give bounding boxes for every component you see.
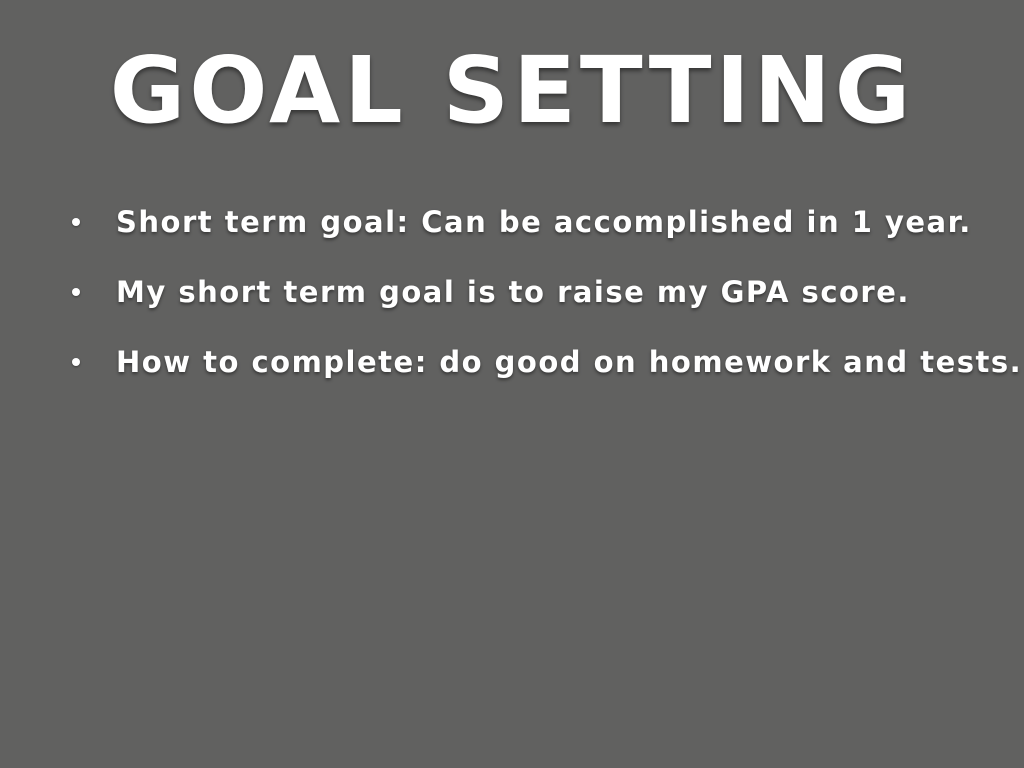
bullet-list [68,198,1023,408]
list-item [68,268,998,316]
bullet-text: My short term goal is to raise my GPA score. [116,275,910,309]
slide-title: GOAL SETTING [109,37,915,144]
bullet-icon [72,218,80,226]
list-item [68,338,1023,386]
bullet-icon [72,288,80,296]
bullet-text: Short term goal: Can be accomplished in 1 year. [116,205,972,239]
list-item [68,198,998,246]
bullet-icon [72,358,80,366]
bullet-text: How to complete: do good on homework and tests. [116,345,1023,379]
